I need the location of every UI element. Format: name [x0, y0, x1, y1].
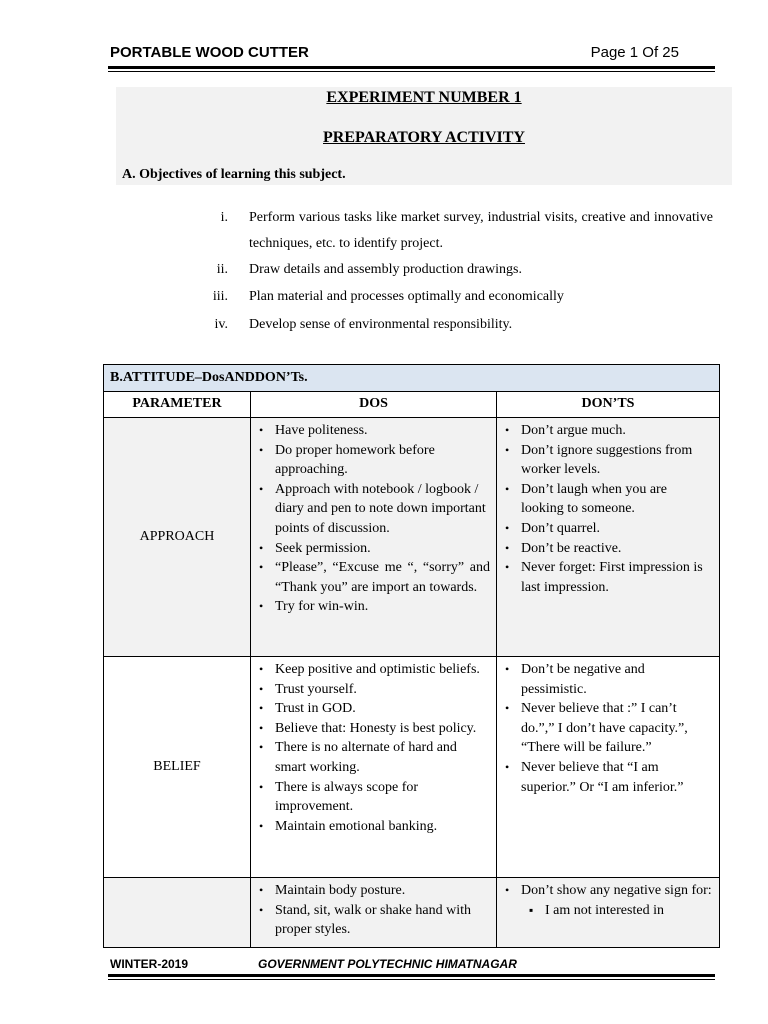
- list-item-number: iii.: [212, 289, 228, 304]
- footer-rule-thin: [108, 979, 715, 980]
- parameter-cell: APPROACH: [104, 418, 251, 656]
- list-item: • Don’t laugh when you are looking to someone.: [497, 480, 713, 519]
- page-header: [110, 44, 715, 64]
- activity-title: PREPARATORY ACTIVITY: [323, 129, 525, 146]
- list-item: • Maintain emotional banking.: [251, 817, 490, 837]
- list-item: • Don’t be reactive.: [497, 539, 713, 559]
- list-item: • Don’t argue much.: [497, 421, 713, 441]
- list-item: [200, 284, 713, 310]
- sub-list-item: ▪ I am not interested in: [521, 901, 713, 921]
- list-item-number: i.: [220, 210, 228, 225]
- header-rule: [108, 66, 715, 69]
- footer-rule: [108, 974, 715, 977]
- attitude-table: [103, 364, 720, 948]
- list-item: • Have politeness.: [251, 421, 490, 441]
- list-item: [200, 312, 713, 338]
- list-item-text: Draw details and assembly production drawings.: [249, 262, 522, 277]
- list-item: • Seek permission.: [251, 539, 490, 559]
- list-item: • There is no alternate of hard and smart working.: [251, 738, 490, 777]
- list-item: • Try for win-win.: [251, 597, 490, 617]
- donts-cell: [497, 657, 719, 877]
- list-item: • Trust in GOD.: [251, 699, 490, 719]
- parameter-cell: [104, 878, 251, 948]
- objectives-list: [200, 205, 713, 338]
- list-item-number: ii.: [216, 262, 228, 277]
- list-item: [497, 881, 713, 920]
- dos-cell: [251, 657, 497, 877]
- experiment-title: EXPERIMENT NUMBER 1: [326, 89, 522, 106]
- footer-term: WINTER-2019: [110, 957, 189, 971]
- list-item: • Do proper homework before approaching.: [251, 441, 490, 480]
- footer-institution: GOVERNMENT POLYTECHNIC HIMATNAGAR: [258, 957, 517, 971]
- table-row: [104, 878, 719, 948]
- header-parameter: PARAMETER: [104, 392, 251, 417]
- objectives-heading: A. Objectives of learning this subject.: [122, 167, 346, 182]
- table-caption: B.ATTITUDE–DosANDDON’Ts.: [104, 365, 719, 392]
- list-item: • Never believe that “I am superior.” Or “I am inferior.”: [497, 758, 713, 797]
- page-number: Page 1 Of 25: [590, 44, 679, 61]
- list-item: • Approach with notebook / logbook / diary and pen to note down important points of discussion.: [251, 480, 490, 539]
- document-title: PORTABLE WOOD CUTTER: [110, 44, 309, 61]
- header-donts: DON’TS: [581, 396, 635, 411]
- list-item: • Trust yourself.: [251, 680, 490, 700]
- list-item: • Keep positive and optimistic beliefs.: [251, 660, 490, 680]
- list-item-number: iv.: [214, 317, 228, 332]
- page-footer: [110, 957, 715, 973]
- donts-cell: [497, 878, 719, 948]
- list-item: • Don’t quarrel.: [497, 519, 713, 539]
- list-item-text: Develop sense of environmental responsibility.: [249, 317, 513, 332]
- list-item: • Stand, sit, walk or shake hand with proper styles.: [251, 901, 490, 940]
- list-item: [200, 205, 713, 257]
- header-rule-thin: [108, 71, 715, 72]
- list-item: • “Please”, “Excuse me “, “sorry” and “Thank you” are import an towards.: [251, 558, 490, 597]
- list-item-text: Perform various tasks like market survey, industrial visits, creative and innovative techniques, etc. to identify project.: [249, 210, 713, 251]
- list-item: • There is always scope for improvement.: [251, 778, 490, 817]
- list-item: • Never forget: First impression is last impression.: [497, 558, 713, 597]
- table-header-row: [104, 392, 719, 418]
- list-item: • Don’t be negative and pessimistic.: [497, 660, 713, 699]
- list-item: [200, 257, 713, 283]
- list-item: • Never believe that :” I can’t do.”,” I don’t have capacity.”, “There will be failure.”: [497, 699, 713, 758]
- dos-cell: [251, 878, 497, 948]
- list-item-text: Don’t show any negative sign for:: [521, 883, 712, 898]
- parameter-cell: BELIEF: [104, 657, 251, 877]
- list-item: • Maintain body posture.: [251, 881, 490, 901]
- experiment-banner: [116, 87, 732, 185]
- table-row: [104, 657, 719, 878]
- list-item: • Believe that: Honesty is best policy.: [251, 719, 490, 739]
- table-row: [104, 418, 719, 657]
- dos-cell: [251, 418, 497, 656]
- list-item-text: Plan material and processes optimally and economically: [249, 289, 564, 304]
- donts-cell: [497, 418, 719, 656]
- header-dos: DOS: [251, 392, 497, 417]
- list-item: • Don’t ignore suggestions from worker levels.: [497, 441, 713, 480]
